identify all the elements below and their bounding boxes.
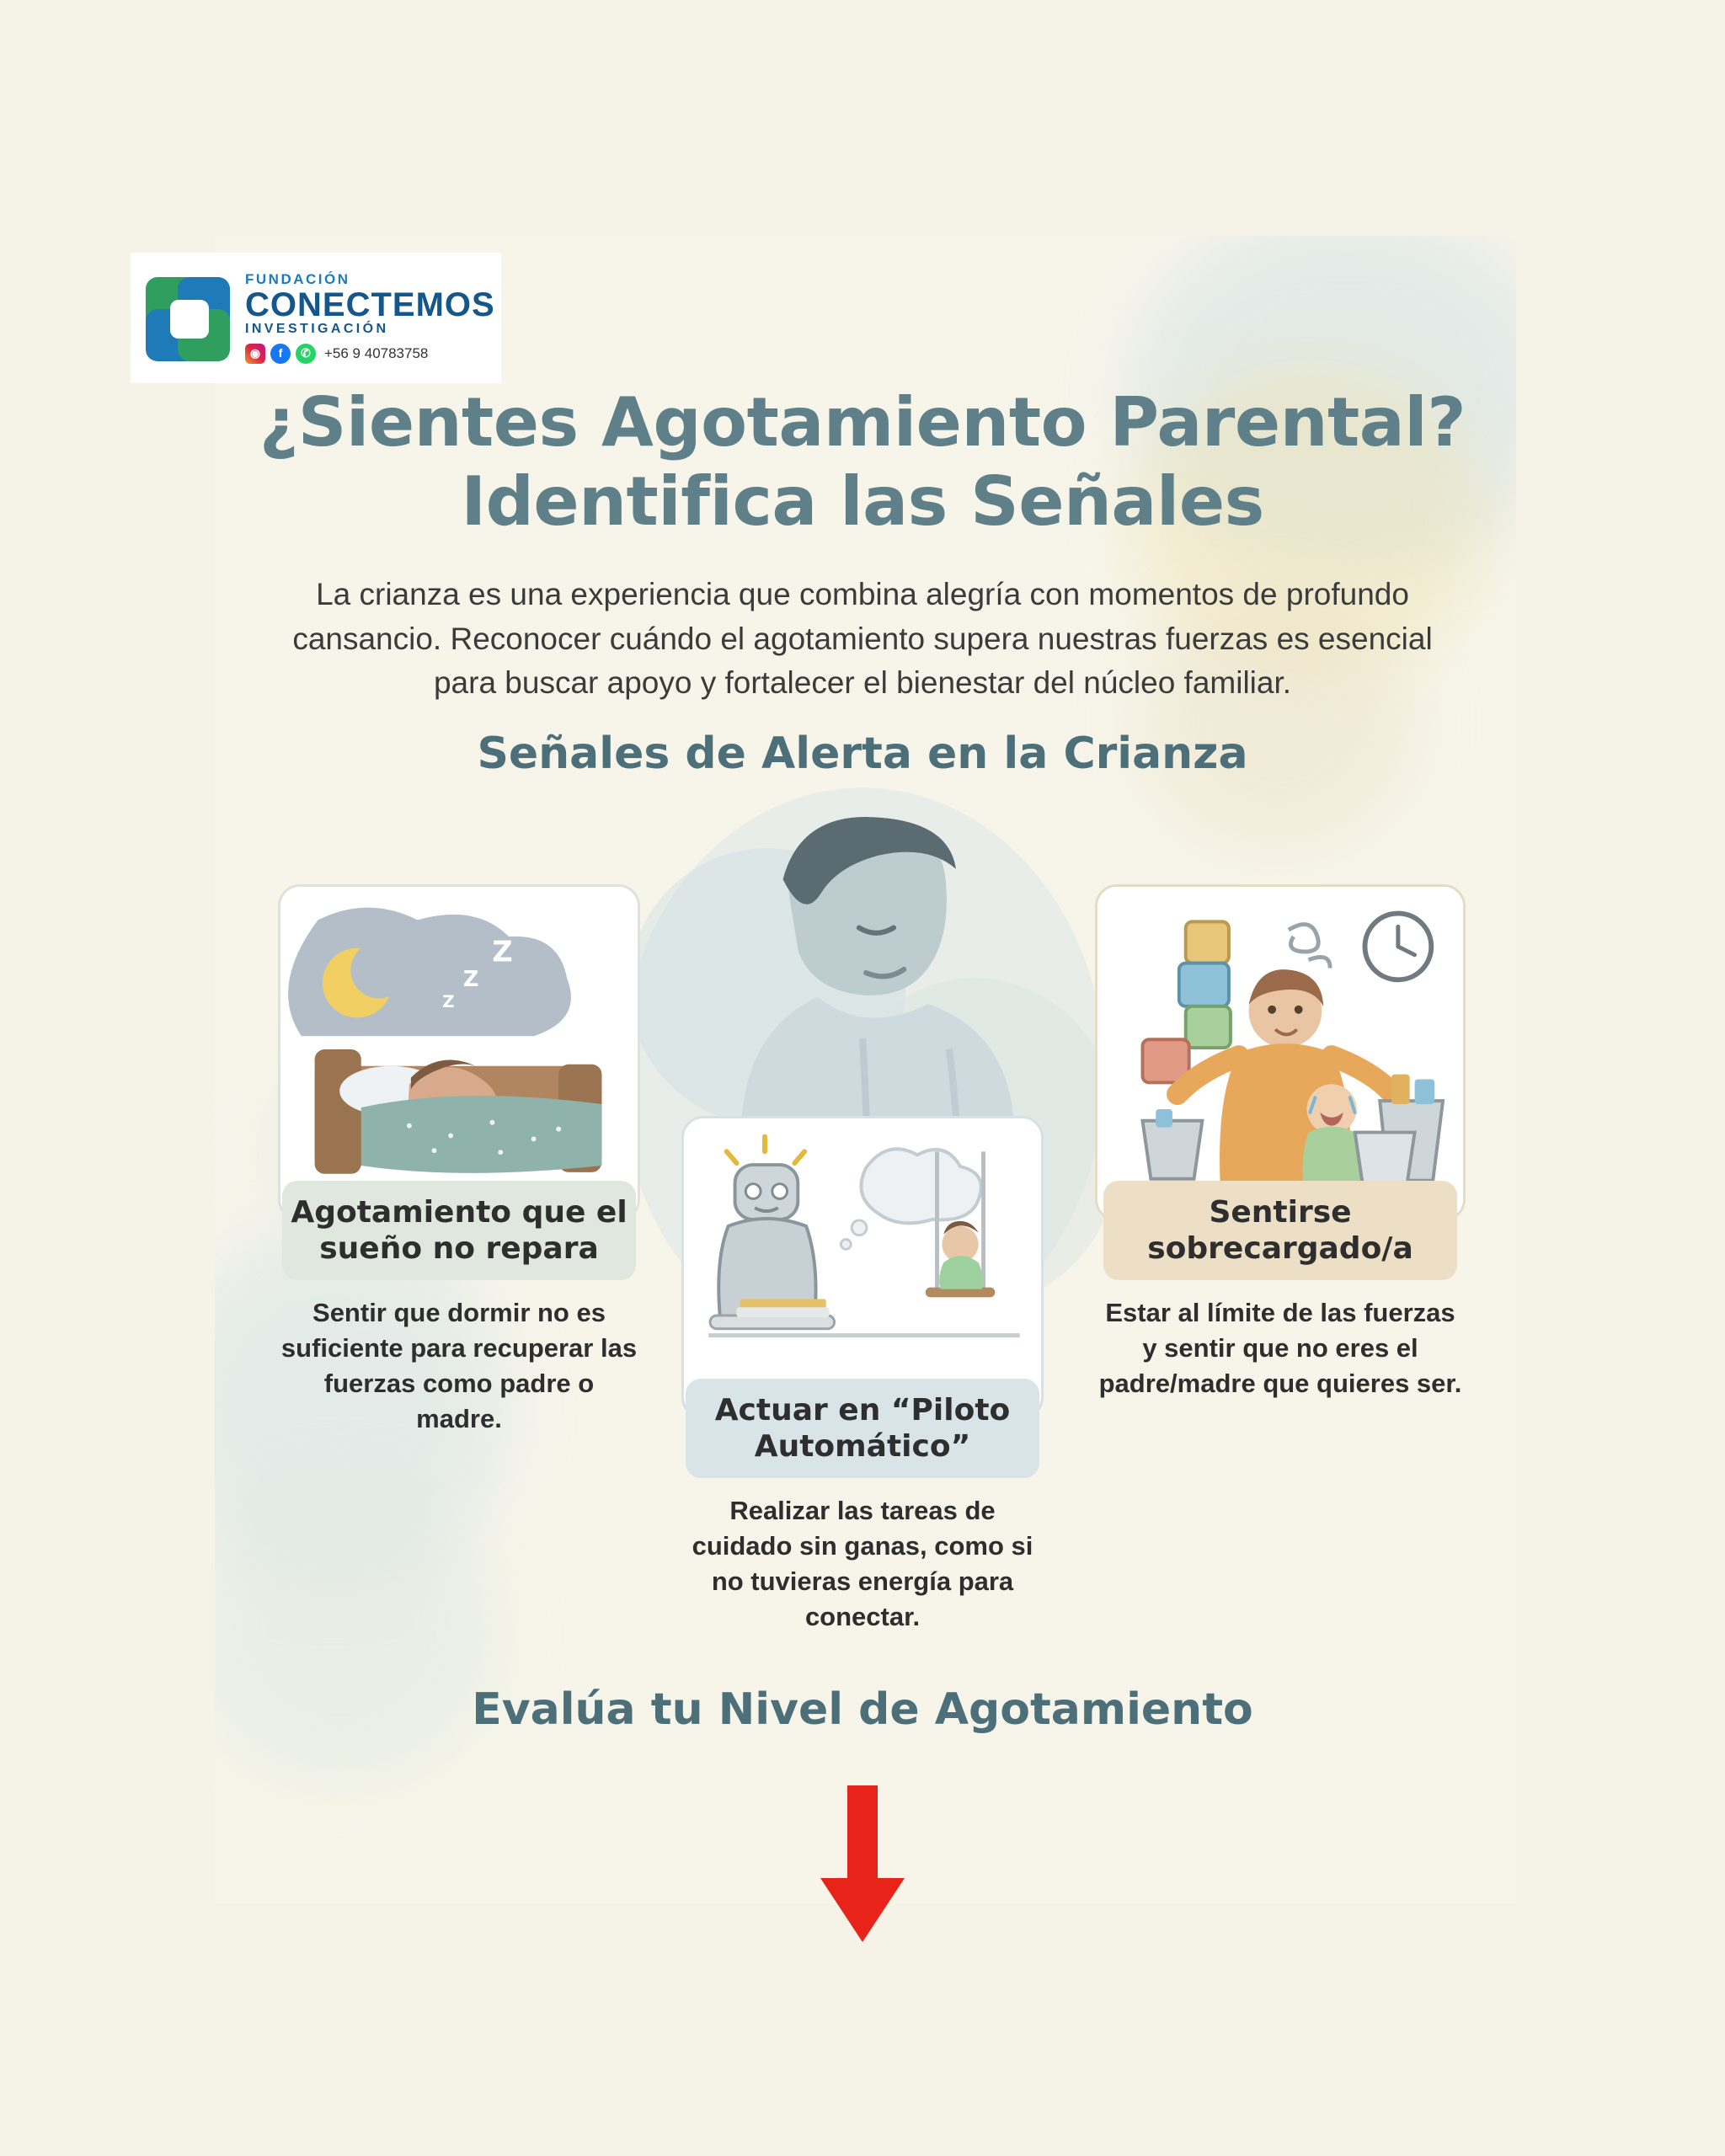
signal-description: Realizar las tareas de cuidado sin ganas, como si no tuvieras energía para conectar. xyxy=(692,1496,1033,1631)
down-arrow-icon xyxy=(812,1785,913,1945)
page-title xyxy=(0,383,1725,542)
conectemos-logo-icon xyxy=(142,272,235,365)
facebook-icon[interactable]: f xyxy=(270,344,291,364)
brand-line-2: CONECTEMOS xyxy=(245,286,495,324)
svg-text:Z: Z xyxy=(442,991,455,1011)
sleeping-parent-illustration xyxy=(278,884,640,1221)
signal-description: Estar al límite de las fuerzas y sentir que no eres el padre/madre que quieres ser. xyxy=(1098,1298,1462,1399)
signal-card-sleep[interactable] xyxy=(278,884,640,1437)
brand-phone: +56 9 40783758 xyxy=(324,344,429,361)
section-title: Señales de Alerta en la Crianza xyxy=(477,728,1248,779)
svg-text:Z: Z xyxy=(462,967,479,993)
instagram-icon[interactable]: ◉ xyxy=(245,344,265,364)
brand-logo xyxy=(131,253,501,383)
cta-text: Evalúa tu Nivel de Agotamiento xyxy=(472,1684,1253,1735)
overloaded-parent-illustration xyxy=(1095,884,1466,1221)
signal-card-autopilot[interactable] xyxy=(681,1116,1044,1635)
whatsapp-icon[interactable]: ✆ xyxy=(296,344,316,364)
signal-card-overloaded[interactable] xyxy=(1095,884,1466,1401)
brand-line-3: INVESTIGACIÓN xyxy=(245,322,389,337)
intro-paragraph: La crianza es una experiencia que combina alegría con momentos de profundo cansancio. Reconocer cuándo el agotamiento supera nuestras fuerzas es esencial para buscar apoyo y fortalecer el bienestar del núcleo familiar. xyxy=(292,577,1433,701)
svg-text:Z: Z xyxy=(492,935,513,969)
page-title-line-1: ¿Sientes Agotamiento Parental? xyxy=(259,383,1466,462)
signal-label: Sentirse sobrecargado/a xyxy=(1103,1181,1457,1280)
page-title-line-2: Identifica las Señales xyxy=(461,462,1264,542)
signal-label: Actuar en “Piloto Automático” xyxy=(686,1379,1039,1478)
signal-label: Agotamiento que el sueño no repara xyxy=(282,1181,636,1280)
signal-description: Sentir que dormir no es suficiente para recuperar las fuerzas como padre o madre. xyxy=(280,1298,638,1433)
robot-parent-illustration xyxy=(681,1116,1044,1419)
brand-line-1: FUNDACIÓN xyxy=(245,271,350,288)
